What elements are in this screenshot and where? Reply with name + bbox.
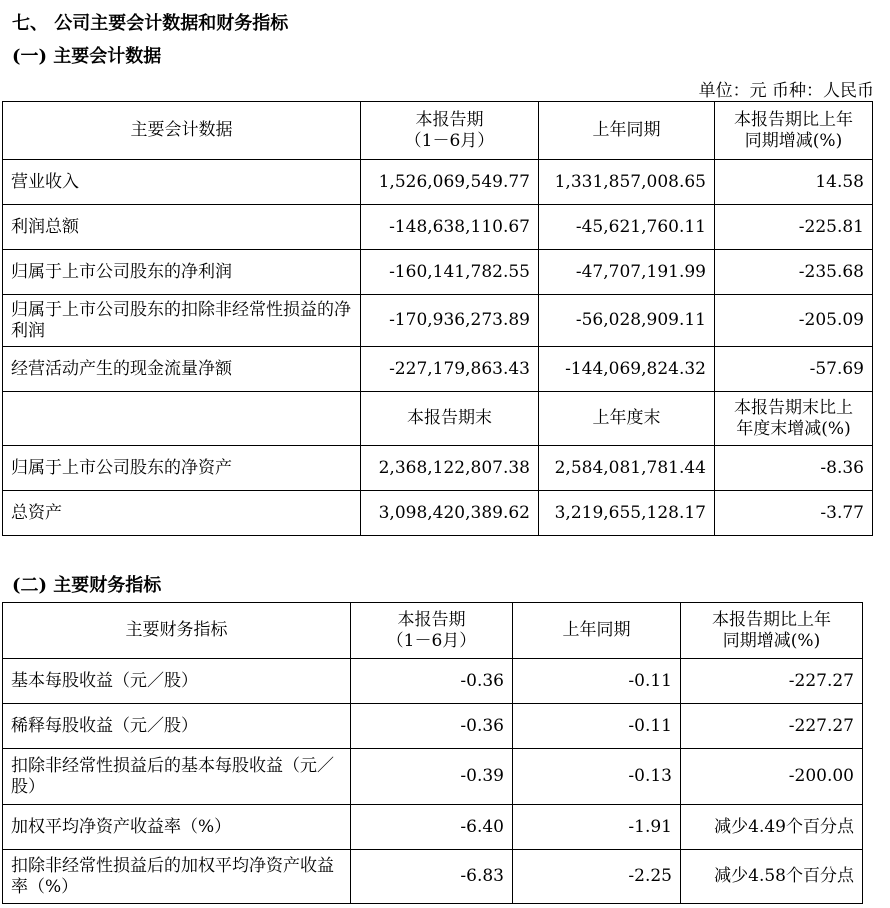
row-label: 经营活动产生的现金流量净额: [3, 347, 361, 392]
header-line: （1－6月）: [386, 630, 477, 651]
current-value: -6.83: [351, 850, 513, 904]
row-label: 归属于上市公司股东的净资产: [3, 446, 361, 491]
unit-currency-note: 单位：元 币种：人民币: [698, 81, 874, 101]
prior-value: 1,331,857,008.65: [539, 160, 715, 205]
empty-cell: [3, 392, 361, 446]
prior-value: -47,707,191.99: [539, 250, 715, 295]
row-label: 归属于上市公司股东的净利润: [3, 250, 361, 295]
header-cell: 上年同期: [539, 102, 715, 160]
row-label: 营业收入: [3, 160, 361, 205]
change-value: -8.36: [715, 446, 873, 491]
current-value: -0.39: [351, 749, 513, 805]
header-cell: [351, 603, 513, 659]
header-cell: [361, 102, 539, 160]
change-value: -225.81: [715, 205, 873, 250]
subsection-title-accounting: (一) 主要会计数据: [12, 46, 162, 67]
header-line: （1－6月）: [404, 130, 495, 151]
prior-value: -2.25: [513, 850, 681, 904]
table-row: [3, 160, 873, 205]
current-value: -6.40: [351, 805, 513, 850]
row-label: 稀释每股收益（元／股）: [3, 704, 351, 749]
row-label: 加权平均净资产收益率（%）: [3, 805, 351, 850]
header-cell: 上年同期: [513, 603, 681, 659]
current-value: -160,141,782.55: [361, 250, 539, 295]
change-value: -57.69: [715, 347, 873, 392]
row-label: 扣除非经常性损益后的基本每股收益（元／股）: [3, 749, 351, 805]
table-row: [3, 704, 863, 749]
accounting-data-table: [2, 101, 873, 536]
subsection-title-indicators: (二) 主要财务指标: [12, 575, 162, 596]
change-value: 减少4.58个百分点: [681, 850, 863, 904]
table-row: [3, 850, 863, 904]
change-value: -235.68: [715, 250, 873, 295]
header-cell: [715, 102, 873, 160]
table-row: [3, 205, 873, 250]
current-value: -0.36: [351, 704, 513, 749]
prior-value: 2,584,081,781.44: [539, 446, 715, 491]
current-value: 1,526,069,549.77: [361, 160, 539, 205]
table-row: [3, 749, 863, 805]
change-value: -227.27: [681, 704, 863, 749]
table-row: [3, 805, 863, 850]
table-header-row: [3, 102, 873, 160]
header-cell: 主要财务指标: [3, 603, 351, 659]
current-value: 2,368,122,807.38: [361, 446, 539, 491]
table-row: [3, 659, 863, 704]
change-value: 14.58: [715, 160, 873, 205]
change-value: -227.27: [681, 659, 863, 704]
header-line: 同期增减(%): [744, 130, 843, 151]
header-line: 本报告期: [397, 609, 466, 630]
prior-value: -56,028,909.11: [539, 295, 715, 347]
row-label: 利润总额: [3, 205, 361, 250]
header-cell: 主要会计数据: [3, 102, 361, 160]
prior-value: 3,219,655,128.17: [539, 491, 715, 536]
change-value: -3.77: [715, 491, 873, 536]
row-label: 总资产: [3, 491, 361, 536]
header-line: 本报告期比上年: [734, 109, 853, 130]
prior-value: -0.11: [513, 659, 681, 704]
header-line: 年度末增减(%): [736, 418, 851, 439]
financial-indicators-table: [2, 602, 863, 904]
row-label: 扣除非经常性损益后的加权平均净资产收益率（%）: [3, 850, 351, 904]
prior-value: -0.11: [513, 704, 681, 749]
header-line: 同期增减(%): [722, 630, 821, 651]
table-row: [3, 347, 873, 392]
row-label: 基本每股收益（元／股）: [3, 659, 351, 704]
table-header-row: [3, 603, 863, 659]
table-row: [3, 295, 873, 347]
table-subheader-row: [3, 392, 873, 446]
header-cell: 本报告期末: [361, 392, 539, 446]
section-title: 七、 公司主要会计数据和财务指标: [12, 13, 289, 34]
prior-value: -0.13: [513, 749, 681, 805]
table-row: [3, 491, 873, 536]
current-value: -170,936,273.89: [361, 295, 539, 347]
prior-value: -1.91: [513, 805, 681, 850]
current-value: -0.36: [351, 659, 513, 704]
prior-value: -144,069,824.32: [539, 347, 715, 392]
current-value: -148,638,110.67: [361, 205, 539, 250]
table-row: [3, 250, 873, 295]
table-row: [3, 446, 873, 491]
header-cell: [681, 603, 863, 659]
header-cell: [715, 392, 873, 446]
change-value: -205.09: [715, 295, 873, 347]
header-line: 本报告期末比上: [734, 397, 853, 418]
header-cell: 上年度末: [539, 392, 715, 446]
prior-value: -45,621,760.11: [539, 205, 715, 250]
header-line: 本报告期: [415, 109, 484, 130]
current-value: 3,098,420,389.62: [361, 491, 539, 536]
change-value: -200.00: [681, 749, 863, 805]
row-label: 归属于上市公司股东的扣除非经常性损益的净利润: [3, 295, 361, 347]
current-value: -227,179,863.43: [361, 347, 539, 392]
header-line: 本报告期比上年: [712, 609, 831, 630]
change-value: 减少4.49个百分点: [681, 805, 863, 850]
